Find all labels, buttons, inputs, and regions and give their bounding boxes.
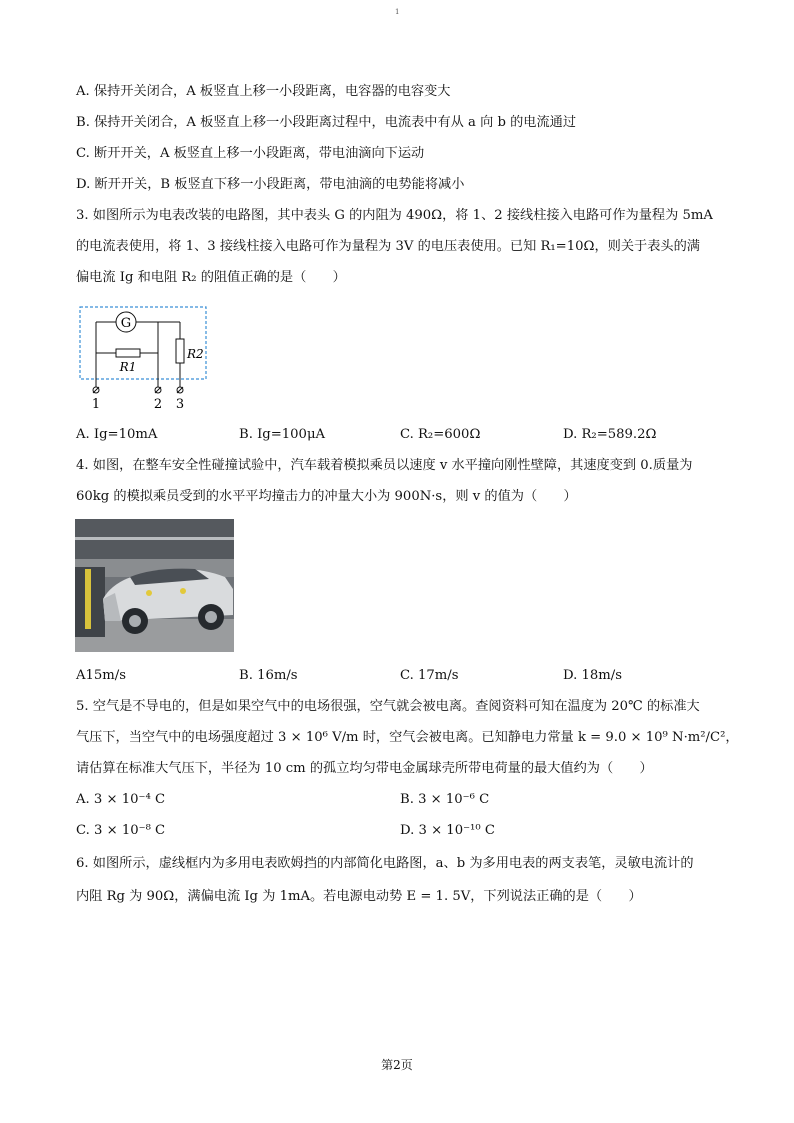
q4-option-d: D. 18m/s [563,668,622,683]
q5-stem-line1: 5. 空气是不导电的，但是如果空气中的电场很强，空气就会被电离。查阅资料可知在温度为 20℃ 的标准大 [76,699,700,714]
q2-option-b: B. 保持开关闭合，A 板竖直上移一小段距离过程中，电流表中有从 a 向 b 的电流通过 [76,115,577,130]
page-top-mark: 1 [395,8,400,16]
q4-stem-line2: 60kg 的模拟乘员受到的水平平均撞击力的冲量大小为 900N·s，则 v 的值为（ ） [76,489,577,504]
terminal-2-label: 2 [153,397,163,412]
resistor-r2 [176,339,184,363]
q3-stem-line3: 偏电流 Ig 和电阻 R₂ 的阻值正确的是（ ） [76,270,346,285]
q2-option-a: A. 保持开关闭合，A 板竖直上移一小段距离，电容器的电容变大 [76,84,451,99]
crash-test-photo [75,519,234,652]
q3-option-a: A. Ig=10mA [76,427,158,442]
q4-option-b: B. 16m/s [239,668,298,683]
q2-option-d: D. 断开开关，B 板竖直下移一小段距离，带电油滴的电势能将减小 [76,177,465,192]
r1-label: R1 [119,360,137,374]
q4-option-a: A15m/s [76,668,127,683]
q3-stem-line2: 的电流表使用，将 1、3 接线柱接入电路可作为量程为 3V 的电压表使用。已知 R₁=10Ω，则关于表头的满 [76,239,700,254]
q5-option-c: C. 3 × 10⁻⁸ C [76,823,166,838]
q5-option-a: A. 3 × 10⁻⁴ C [76,792,166,807]
resistor-r1 [116,349,140,357]
q6-stem-line1: 6. 如图所示，虚线框内为多用电表欧姆挡的内部简化电路图，a、b 为多用电表的两支表笔，灵敏电流计的 [76,856,694,871]
page-footer: 第2页 [381,1058,413,1072]
q6-stem-line2: 内阻 Rg 为 90Ω，满偏电流 Ig 为 1mA。若电源电动势 E = 1. 5V，下列说法正确的是（ ） [76,889,642,904]
q5-option-d: D. 3 × 10⁻¹⁰ C [400,823,495,838]
q4-stem-line1: 4. 如图，在整车安全性碰撞试验中，汽车载着模拟乘员以速度 v 水平撞向刚性壁障，其速度变到 0.质量为 [76,458,693,473]
q4-option-c: C. 17m/s [400,668,459,683]
q3-circuit-diagram [76,305,216,415]
q5-option-b: B. 3 × 10⁻⁶ C [400,792,490,807]
q3-stem-line1: 3. 如图所示为电表改装的电路图，其中表头 G 的内阻为 490Ω，将 1、2 接线柱接入电路可作为量程为 5mA [76,208,713,223]
q3-option-d: D. R₂=589.2Ω [563,427,657,442]
r2-label: R2 [187,347,204,361]
galvanometer-label: G [120,316,132,331]
q5-stem-line2: 气压下，当空气中的电场强度超过 3 × 10⁶ V/m 时，空气会被电离。已知静电力常量 k = 9.0 × 10⁹ N·m²/C²， [76,730,739,745]
q3-option-c: C. R₂=600Ω [400,427,481,442]
q5-stem-line3: 请估算在标准大气压下，半径为 10 cm 的孤立均匀带电金属球壳所带电荷量的最大值约为（ ） [76,761,653,776]
q3-option-b: B. Ig=100μA [239,427,326,442]
terminal-3-label: 3 [175,397,185,412]
q2-option-c: C. 断开开关，A 板竖直上移一小段距离，带电油滴向下运动 [76,146,425,161]
terminal-1-label: 1 [91,397,101,412]
